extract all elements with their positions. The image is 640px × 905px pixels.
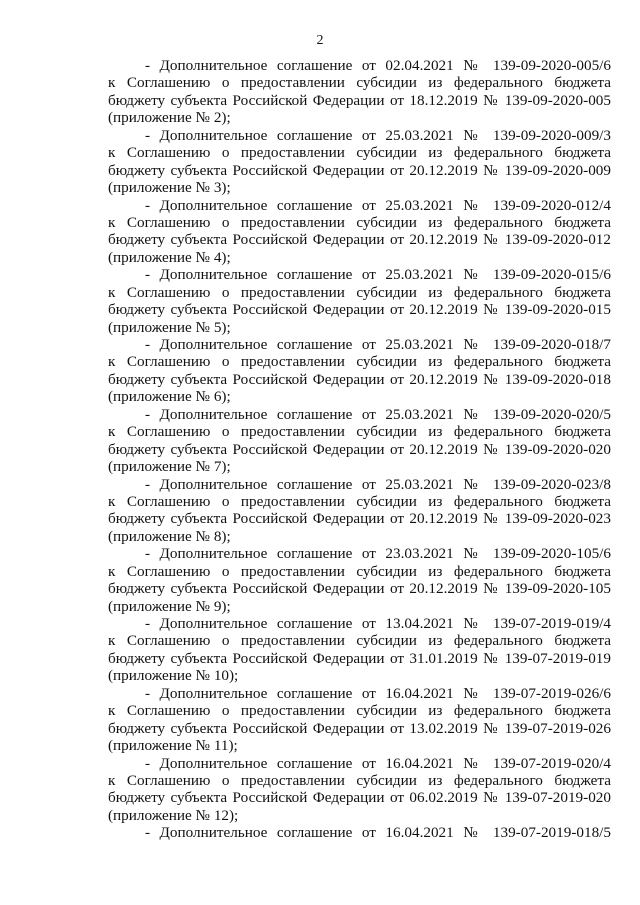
item-line: (приложение № 6); bbox=[108, 388, 231, 406]
item-line: к Соглашению о предоставлении субсидии из федерального бюджета bbox=[108, 144, 611, 162]
item-line: (приложение № 7); bbox=[108, 458, 231, 476]
item-line: - Дополнительное соглашение от 25.03.2021 № 139-09-2020-018/7 bbox=[145, 336, 611, 353]
item-line: к Соглашению о предоставлении субсидии из федерального бюджета bbox=[108, 423, 611, 441]
item-line: - Дополнительное соглашение от 16.04.2021 № 139-07-2019-026/6 bbox=[145, 684, 611, 702]
list-item bbox=[108, 197, 611, 267]
item-line: (приложение № 8); bbox=[108, 527, 231, 545]
item-line: бюджету субъекта Российской Федерации от 20.12.2019 № 139-09-2020-105 bbox=[108, 580, 611, 598]
item-line: бюджету субъекта Российской Федерации от 20.12.2019 № 139-09-2020-015 bbox=[108, 301, 611, 319]
item-line: к Соглашению о предоставлении субсидии из федерального бюджета bbox=[108, 283, 611, 301]
list-item bbox=[108, 685, 611, 755]
item-line: к Соглашению о предоставлении субсидии из федерального бюджета bbox=[108, 771, 611, 789]
document-body bbox=[108, 57, 611, 842]
item-line: к Соглашению о предоставлении субсидии из федерального бюджета bbox=[108, 702, 611, 720]
list-item bbox=[108, 266, 611, 336]
item-line: - Дополнительное соглашение от 16.04.2021 № 139-07-2019-020/4 bbox=[145, 754, 611, 772]
list-item bbox=[108, 127, 611, 197]
item-line: - Дополнительное соглашение от 23.03.2021 № 139-09-2020-105/6 bbox=[145, 545, 611, 563]
item-line: (приложение № 3); bbox=[108, 179, 231, 197]
item-line: (приложение № 12); bbox=[108, 806, 239, 824]
item-line: бюджету субъекта Российской Федерации от 20.12.2019 № 139-09-2020-012 bbox=[108, 231, 611, 249]
item-line: - Дополнительное соглашение от 25.03.2021 № 139-09-2020-009/3 bbox=[145, 126, 611, 144]
item-line: - Дополнительное соглашение от 02.04.2021 № 139-09-2020-005/6 bbox=[145, 57, 611, 74]
item-line: бюджету субъекта Российской Федерации от 13.02.2019 № 139-07-2019-026 bbox=[108, 719, 611, 737]
item-line: бюджету субъекта Российской Федерации от 20.12.2019 № 139-09-2020-020 bbox=[108, 440, 611, 458]
item-line: (приложение № 9); bbox=[108, 597, 231, 615]
item-line: - Дополнительное соглашение от 25.03.2021 № 139-09-2020-012/4 bbox=[145, 196, 611, 214]
item-line: (приложение № 2); bbox=[108, 109, 231, 127]
item-line: бюджету субъекта Российской Федерации от 20.12.2019 № 139-09-2020-023 bbox=[108, 510, 611, 528]
item-line: к Соглашению о предоставлении субсидии из федерального бюджета bbox=[108, 353, 611, 371]
item-line: - Дополнительное соглашение от 13.04.2021 № 139-07-2019-019/4 bbox=[145, 615, 611, 632]
list-item bbox=[108, 615, 611, 685]
item-line: - Дополнительное соглашение от 16.04.2021 № 139-07-2019-018/5 bbox=[145, 824, 611, 842]
list-item bbox=[108, 336, 611, 406]
list-item bbox=[108, 755, 611, 825]
item-line: к Соглашению о предоставлении субсидии из федерального бюджета bbox=[108, 562, 611, 580]
item-line: (приложение № 4); bbox=[108, 248, 231, 266]
item-line: бюджету субъекта Российской Федерации от 18.12.2019 № 139-09-2020-005 bbox=[108, 91, 611, 109]
item-line: (приложение № 10); bbox=[108, 667, 239, 685]
list-item bbox=[108, 406, 611, 476]
list-item bbox=[108, 545, 611, 615]
item-line: бюджету субъекта Российской Федерации от 31.01.2019 № 139-07-2019-019 bbox=[108, 649, 611, 667]
item-line: бюджету субъекта Российской Федерации от 06.02.2019 № 139-07-2019-020 bbox=[108, 789, 611, 807]
item-line: к Соглашению о предоставлении субсидии из федерального бюджета bbox=[108, 74, 611, 92]
item-line: (приложение № 11); bbox=[108, 737, 238, 755]
item-line: к Соглашению о предоставлении субсидии из федерального бюджета bbox=[108, 213, 611, 231]
item-line: - Дополнительное соглашение от 25.03.2021 № 139-09-2020-023/8 bbox=[145, 475, 611, 493]
item-line: бюджету субъекта Российской Федерации от 20.12.2019 № 139-09-2020-018 bbox=[108, 370, 611, 388]
item-line: к Соглашению о предоставлении субсидии из федерального бюджета bbox=[108, 632, 611, 650]
list-item bbox=[108, 824, 611, 841]
page-number: 2 bbox=[316, 33, 324, 48]
item-line: к Соглашению о предоставлении субсидии из федерального бюджета bbox=[108, 492, 611, 510]
item-line: - Дополнительное соглашение от 25.03.2021 № 139-09-2020-020/5 bbox=[145, 405, 611, 423]
list-item bbox=[108, 57, 611, 127]
item-line: - Дополнительное соглашение от 25.03.2021 № 139-09-2020-015/6 bbox=[145, 266, 611, 284]
item-line: (приложение № 5); bbox=[108, 318, 231, 336]
item-line: бюджету субъекта Российской Федерации от 20.12.2019 № 139-09-2020-009 bbox=[108, 161, 611, 179]
list-item bbox=[108, 476, 611, 546]
